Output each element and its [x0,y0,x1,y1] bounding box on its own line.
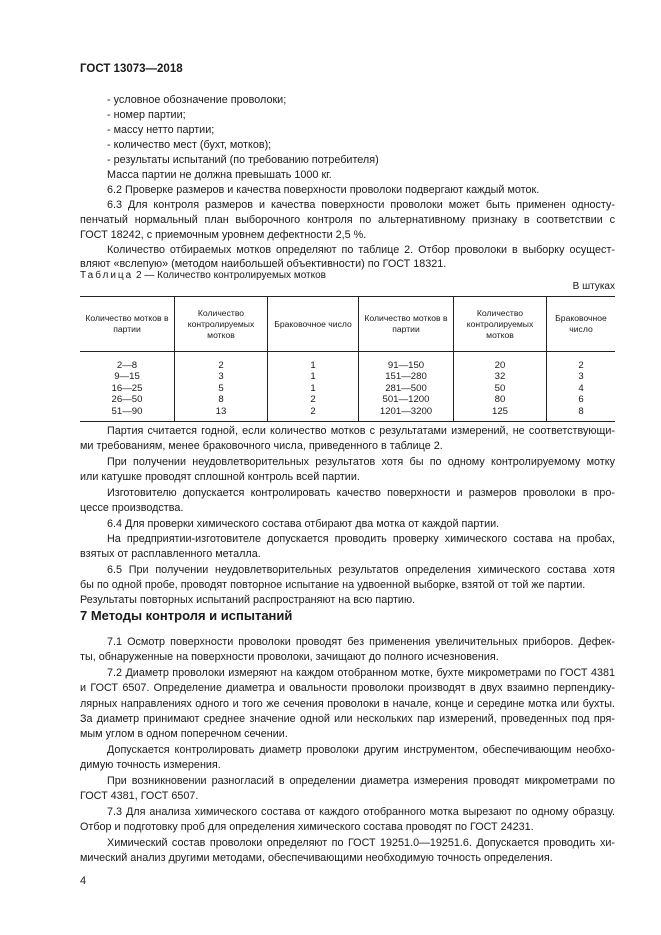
text-line: Химический состав проволоки определяют по ГОСТ 19251.0—19251.6. Допускается проводить хи- [107,837,615,849]
table-cell-value: 501—1200 [382,394,430,406]
section-7-title: 7 Методы контроля и испытаний [80,608,293,623]
text-line: ГОСТ 4381, ГОСТ 6507. [80,790,199,802]
table-cell-value: 20 [494,360,506,371]
table-cell-value: 4 [578,382,584,394]
table-cell-value: 51—90 [111,405,143,417]
column-header: Количество контролируемых мотков [175,297,268,352]
text-line: На предприятии-изготовителе допускается проводить проверку химического состава на пробах, [107,533,615,545]
table-cell-value: 2 [578,360,584,371]
text-line: Отбор и подготовку проб для определения химического состава проводят по ГОСТ 24231. [80,821,534,833]
table-cell-value: 91—150 [387,360,425,371]
table-column-cell [80,352,175,422]
text-line: 7.1 Осмотр поверхности проволоки проводят без применения увеличительных приборов. Дефек- [107,636,615,648]
text-line: 6.2 Проверке размеров и качества поверхности проволоки подвергают каждый моток. [107,184,540,196]
text-line: 6.5 При получении неудовлетворительных результатов определения химического состава хотя [107,564,615,576]
document-id-header: ГОСТ 13073—2018 [80,63,183,75]
table-cell-value: 125 [491,405,508,417]
text-line: - условное обозначение проволоки; [107,94,287,106]
table-unit: В штуках [572,281,615,292]
text-line: ми требованиям, менее браковочного числа, приведенного в таблице 2. [80,440,443,452]
text-line: - массу нетто партии; [107,124,215,136]
text-line: мический анализ другими методами, обеспечивающими необходимую точность определения. [80,852,553,864]
table-cell-value: 8 [578,405,584,417]
text-line: цессе производства. [80,502,184,514]
text-line: Партия считается годной, если количество мотков с результатами измерений, не соответствующи- [107,425,615,437]
table-cell-value: 3 [578,371,584,383]
table-cell-value: 9—15 [114,371,140,383]
table-cell-value: 281—500 [385,382,427,394]
table-cell-value: 2 [218,360,224,371]
table-cell-value: 2—8 [116,360,138,371]
table-body-row [80,352,615,422]
text-line: или катушке проводят сплошной контроль всей партии. [80,471,360,483]
text-line: Количество отбираемых мотков определяют по таблице 2. Отбор проволоки в выборку осущест- [107,244,615,256]
text-line: - количество мест (бухт, мотков); [107,139,272,151]
text-line: За диаметр принимают среднее значение одной или нескольких пар измерений, проведенных под пря- [80,713,615,725]
column-header: Количество мотков в партии [359,297,454,352]
table-cell-value: 50 [494,382,506,394]
text-line: Изготовителю допускается контролировать качество поверхности и размеров проволоки в про- [107,487,615,499]
text-line: При возникновении разногласий в определении диаметра измерения проводят микрометрами по [107,775,615,787]
table-caption-title: 2 — Количество контролируемых мотков [136,270,326,281]
column-header: Количество контролируемых мотков [454,297,547,352]
table-cell-value: 1 [310,382,316,394]
text-line: - номер партии; [107,109,186,121]
text-line: 7.2 Диаметр проволоки измеряют на каждом отобранном мотке, бухте микрометрами по ГОСТ 4381 [107,667,615,679]
table-cell-value: 13 [215,405,227,417]
table-cell-value: 1 [310,371,316,383]
table-cell-value: 80 [494,394,506,406]
text-line: 6.4 Для проверки химического состава отбирают два мотка от каждой партии. [107,518,500,530]
table-caption [80,270,326,281]
table-caption-label: Таблица [80,270,134,281]
table-cell-value: 16—25 [111,382,143,394]
text-line: бы по одной пробе, проводят повторное испытание на удвоенной выборке, взятой от той же партии. [80,579,586,591]
table-cell-value: 5 [218,382,224,394]
table-cell-value: 8 [218,394,224,406]
table-column-cell [547,352,616,422]
column-header: Браковочное число [547,297,616,352]
text-line: При получении неудовлетворительных результатов хотя бы по одному контролируемому мотку [107,456,615,468]
column-header: Браковочное число [268,297,359,352]
page-number: 4 [80,875,87,887]
table-cell-value: 1201—3200 [379,405,433,417]
table-cell-value: 26—50 [111,394,143,406]
text-line: Допускается контролировать диаметр проволоки другим инструментом, обеспечивающим необхо- [107,744,615,756]
text-line: - результаты испытаний (по требованию потребителя) [107,154,379,166]
text-line: мым углом в одном поперечном сечении. [80,728,288,740]
text-line: 7.3 Для анализа химического состава от каждого отобранного мотка вырезают по одному образцу. [107,806,615,818]
table-cell-value: 1 [310,360,316,371]
table-cell-value: 3 [218,371,224,383]
text-line: 6.3 Для контроля размеров и качества поверхности проволоки может быть применен односту- [107,199,615,211]
text-line: ГОСТ 18242, с приемочным уровнем дефектности 2,5 %. [80,229,367,241]
table-column-cell [175,352,268,422]
table-cell-value: 6 [578,394,584,406]
text-line: Масса партии не должна превышать 1000 кг. [107,169,332,181]
text-line: вляют «вслепую» (методом наибольшей объективности) по ГОСТ 18321. [80,258,447,270]
text-line: взятых от расплавленного металла. [80,548,261,560]
table-cell-value: 2 [310,405,316,417]
text-line: лярных направлениях одного и того же сечения проволоки в начале, конце и середине мотка или бухты. [80,698,615,710]
table-cell-value: 2 [310,394,316,406]
table-column-cell [359,352,454,422]
table-column-cell [454,352,547,422]
table-cell-value: 32 [494,371,506,383]
text-line: димую точность измерения. [80,759,221,771]
text-line: Результаты повторных испытаний распространяют на всю партию. [80,594,416,606]
table-cell-value: 151—280 [385,371,427,383]
wire-coils-table [80,296,615,422]
text-line: и ГОСТ 6507. Определение диаметра и овальности проволоки производят в двух взаимно перпендику- [80,682,615,694]
table-column-cell [268,352,359,422]
text-line: ты, обнаруженные на поверхности проволоки, зачищают до полного исчезновения. [80,651,499,663]
column-header: Количество мотков в партии [80,297,175,352]
text-line: пенчатый нормальный план выборочного контроля по альтернативному признаку в соответствии с [80,214,615,226]
